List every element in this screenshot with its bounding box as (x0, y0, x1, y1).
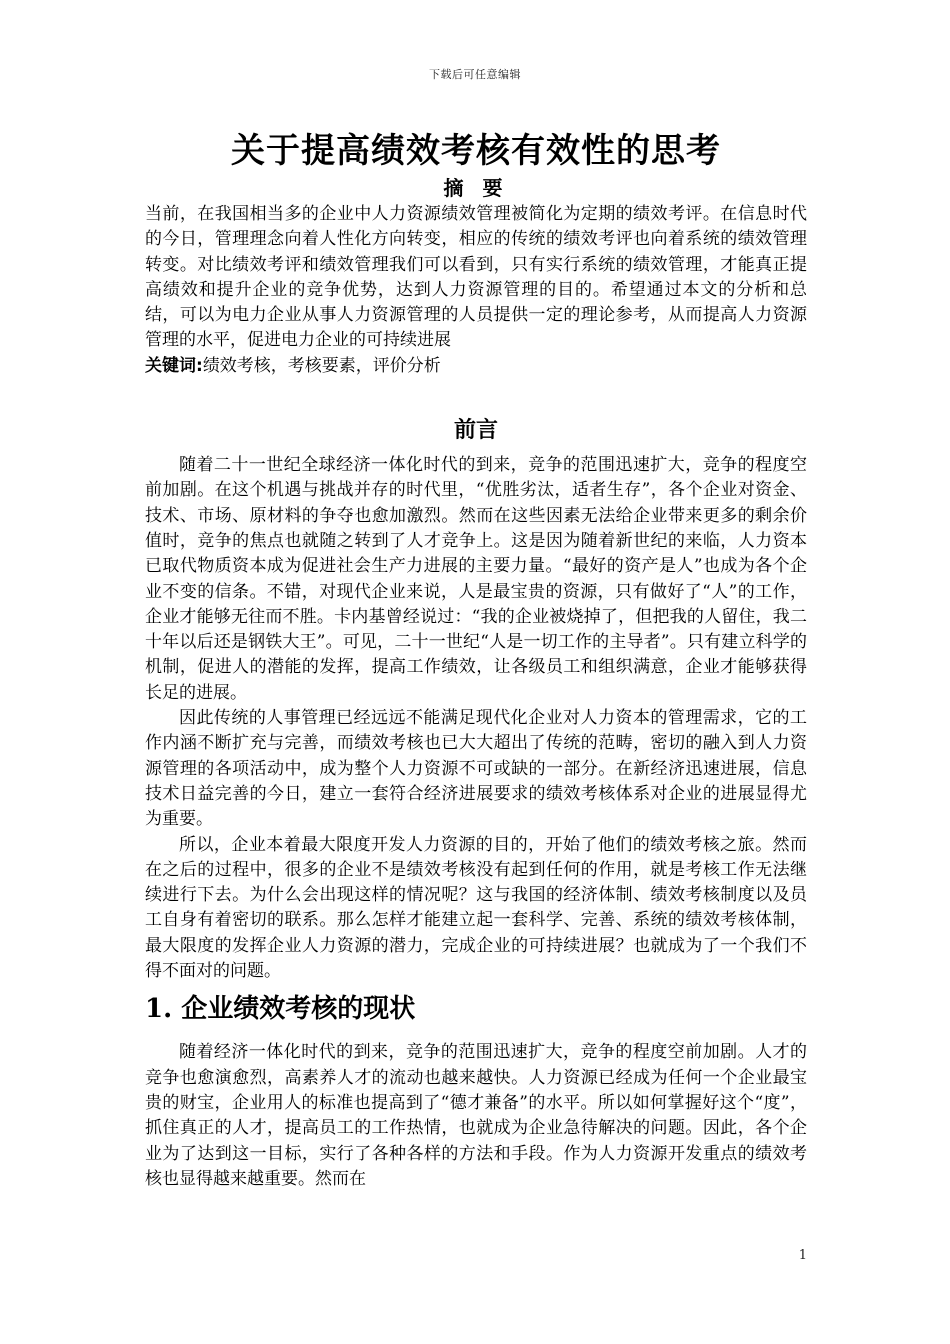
keywords-label: 关键词: (145, 355, 203, 376)
header-note: 下载后可任意编辑 (429, 68, 521, 81)
keywords-text: 绩效考核，考核要素，评价分析 (202, 355, 441, 376)
document-title: 关于提高绩效考核有效性的思考 (231, 131, 721, 171)
section-1-paragraph: 随着经济一体化时代的到来，竞争的范围迅速扩大，竞争的程度空前加剧。人才的竞争也愈演愈烈，高素养人才的流动也越来越快。人力资源已经成为任何一个企业最宝贵的财宝，企业用人的标准也提高到了“德才兼备”的水平。所以如何掌握好这个“度”，抓住真正的人才，提高员工的工作热情，也就成为企业急待解决的问题。因此，各个企业为了达到这一目标，实行了各种各样的方法和手段。作为人力资源开发重点的绩效考核也显得越来越重要。然而在 (145, 1042, 807, 1189)
preface-paragraph-1: 随着二十一世纪全球经济一体化时代的到来，竞争的范围迅速扩大，竞争的程度空前加剧。在这个机遇与挑战并存的时代里，“优胜劣汰，适者生存”，各个企业对资金、技术、市场、原材料的争夺也愈加激烈。然而在这些因素无法给企业带来更多的剩余价值时，竞争的焦点也就随之转到了人才竞争上。这是因为随着新世纪的来临，人力资本已取代物质资本成为促进社会生产力进展的主要力量。“最好的资产是人”也成为各个企业不变的信条。不错，对现代企业来说，人是最宝贵的资源，只有做好了“人”的工作，企业才能够无往而不胜。卡内基曾经说过：“我的企业被烧掉了，但把我的人留住，我二十年以后还是钢铁大王”。可见，二十一世纪“人是一切工作的主导者”。只有建立科学的机制，促进人的潜能的发挥，提高工作绩效，让各级员工和组织满意，企业才能够获得长足的进展。 (145, 455, 807, 703)
section-1-heading: 1. 企业绩效考核的现状 (145, 994, 416, 1025)
preface-paragraph-3: 所以，企业本着最大限度开发人力资源的目的，开始了他们的绩效考核之旅。然而在之后的过程中，很多的企业不是绩效考核没有起到任何的作用，就是考核工作无法继续进行下去。为什么会出现这样的情况呢？这与我国的经济体制、绩效考核制度以及员工自身有着密切的联系。那么怎样才能建立起一套科学、完善、系统的绩效考核体制，最大限度的发挥企业人力资源的潜力，完成企业的可持续进展？也就成为了一个我们不得不面对的问题。 (145, 834, 807, 982)
page-number: 1 (798, 1248, 807, 1263)
abstract-paragraph: 当前，在我国相当多的企业中人力资源绩效管理被简化为定期的绩效考评。在信息时代的今日，管理理念向着人性化方向转变，相应的传统的绩效考评也向着系统的绩效管理转变。对比绩效考评和绩效管理我们可以看到，只有实行系统的绩效管理，才能真正提高绩效和提升企业的竞争优势，达到人力资源管理的目的。希望通过本文的分析和总结，可以为电力企业从事人力资源管理的人员提供一定的理论参考，从而提高人力资源管理的水平，促进电力企业的可持续进展 (145, 204, 807, 351)
document-body (145, 128, 807, 1192)
preface-paragraph-2: 因此传统的人事管理已经远远不能满足现代化企业对人力资本的管理需求，它的工作内涵不断扩充与完善，而绩效考核也已大大超出了传统的范畴，密切的融入到人力资源管理的各项活动中，成为整个人力资源不可或缺的一部分。在新经济迅速进展，信息技术日益完善的今日，建立一套符合经济进展要求的绩效考核体系对企业的进展显得尤为重要。 (145, 708, 807, 830)
abstract-heading: 摘 要 (443, 176, 509, 200)
preface-heading: 前言 (453, 417, 498, 444)
keywords-line (145, 354, 807, 379)
